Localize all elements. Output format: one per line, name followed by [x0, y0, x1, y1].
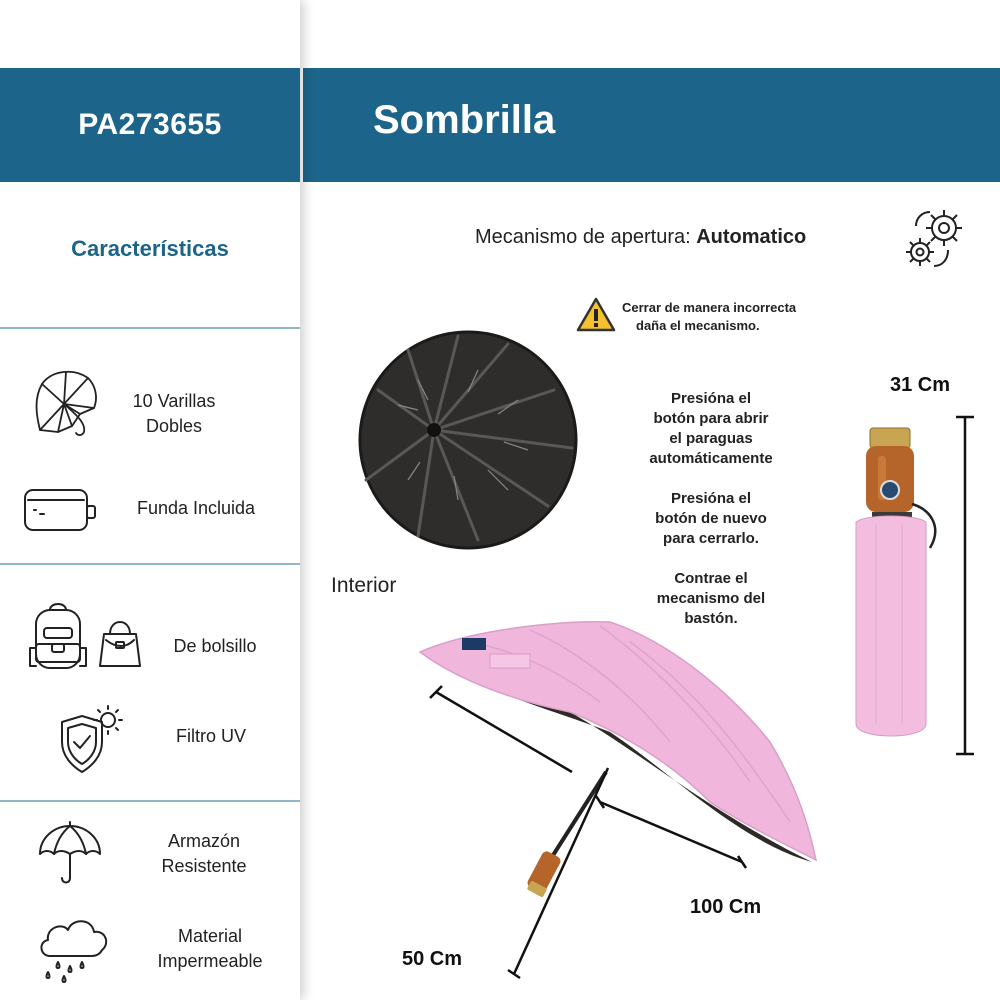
instruction-line: Contrae el — [674, 570, 748, 587]
divider — [0, 563, 300, 565]
instruction-line: el paraguas — [669, 430, 753, 447]
divider — [0, 800, 300, 802]
uv-shield-icon — [56, 700, 132, 776]
instruction-line: automáticamente — [649, 450, 773, 467]
feature-label-line: Dobles — [145, 416, 203, 436]
handle-length-label: 50 Cm — [402, 948, 463, 970]
features-heading: Características — [71, 236, 229, 261]
feature-label-line: Material — [177, 926, 243, 946]
gears-icon — [900, 204, 970, 274]
feature-label — [104, 389, 244, 439]
feature-label-line: Funda Incluida — [136, 498, 256, 518]
instruction-line: mecanismo del — [656, 590, 766, 607]
feature-label-line: Filtro UV — [175, 726, 246, 746]
rain-cloud-icon — [36, 912, 112, 984]
interior-label: Interior — [331, 574, 397, 597]
interior-canopy-image — [358, 330, 578, 550]
instruction-line: botón para abrir — [653, 410, 769, 427]
mechanism-label: Mecanismo de apertura: — [475, 226, 691, 248]
feature-label — [156, 724, 266, 749]
umbrella-icon — [36, 818, 104, 888]
closed-umbrella-image — [846, 424, 946, 744]
instruction-close — [611, 489, 811, 549]
closed-length-dimension-line — [950, 414, 980, 758]
mechanism-info — [475, 226, 806, 249]
instruction-line: para cerrarlo. — [663, 530, 759, 547]
warning-line: daña el mecanismo. — [636, 318, 760, 333]
product-code: PA273655 — [0, 68, 300, 182]
umbrella-ribs-icon — [22, 362, 102, 442]
feature-label-line: De bolsillo — [173, 636, 257, 656]
feature-label-line: 10 Varillas — [132, 391, 216, 411]
warning-text — [622, 299, 796, 335]
instruction-open — [611, 389, 811, 469]
warning-line: Cerrar de manera incorrecta — [622, 300, 797, 315]
feature-label-line: Armazón — [167, 831, 241, 851]
feature-label — [142, 924, 278, 974]
closed-length-label: 31 Cm — [890, 374, 951, 396]
backpack-handbag-icon — [26, 598, 146, 672]
divider — [0, 327, 300, 329]
feature-label — [116, 496, 276, 521]
instruction-line: bastón. — [684, 610, 738, 627]
width-label: 100 Cm — [690, 896, 762, 918]
instruction-line: Presióna el — [670, 490, 752, 507]
feature-label-line: Resistente — [161, 856, 247, 876]
mechanism-value: Automatico — [696, 226, 807, 248]
open-umbrella-image — [410, 612, 830, 980]
case-icon — [22, 484, 98, 536]
page-title: Sombrilla — [373, 98, 556, 142]
warning-icon — [575, 296, 617, 334]
instruction-line: Presióna el — [670, 390, 752, 407]
instruction-line: botón de nuevo — [655, 510, 767, 527]
feature-label — [136, 829, 272, 879]
feature-label — [160, 634, 270, 659]
feature-label-line: Impermeable — [157, 951, 263, 971]
